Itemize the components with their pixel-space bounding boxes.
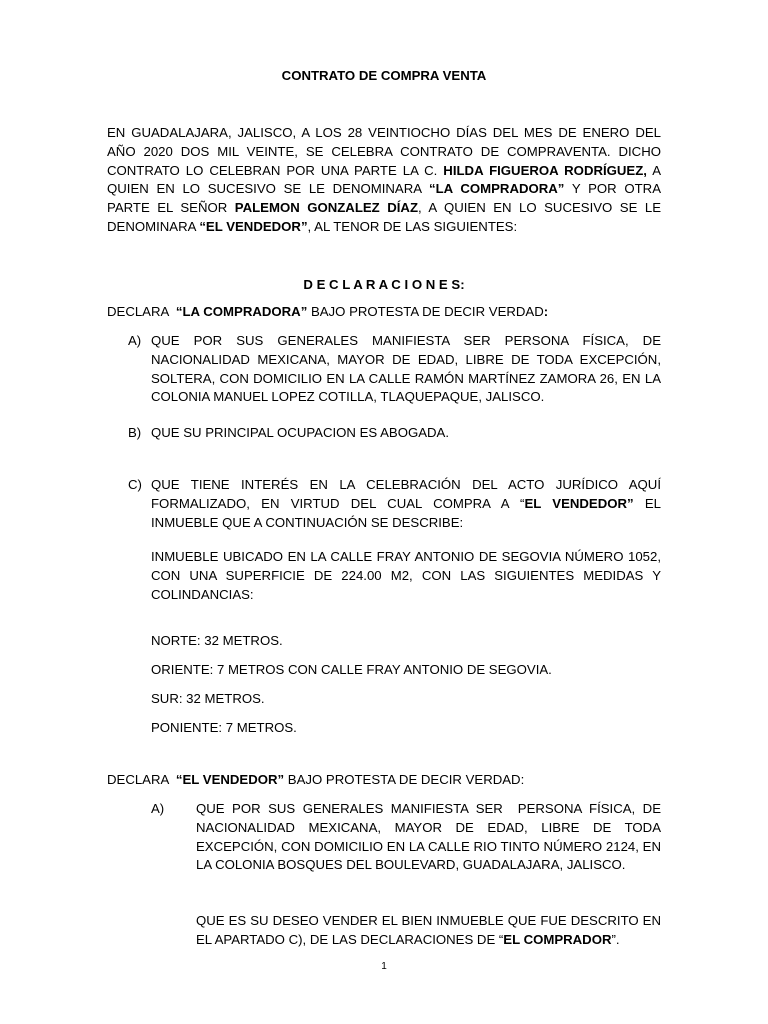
page-number: 1 xyxy=(381,961,387,972)
buyer-declaration-tail: BAJO PROTESTA DE DECIR VERDAD xyxy=(307,304,544,319)
buyer-declaration-item-c xyxy=(128,476,661,532)
item-text: QUE SU PRINCIPAL OCUPACION ES ABOGADA. xyxy=(151,425,450,440)
item-text: QUE POR SUS GENERALES MANIFIESTA SER PERSONA FÍSICA, DE NACIONALIDAD MEXICANA, MAYOR DE EDAD, LIBRE DE TODA EXCEPCIÓN, SOLTERA, CON DOMICILIO EN LA CALLE RAMÓN MARTÍNEZ ZAMORA 26, EN LA COLONIA MANUEL LOPEZ COTILLA, TLAQUEPAQUE, JALISCO. xyxy=(151,333,661,405)
seller-name: PALEMON GONZALEZ DÍAZ xyxy=(234,200,418,216)
seller-declaration-item-a xyxy=(151,800,665,875)
item-c-text-2: EL INMUEBLE QUE A CONTINUACIÓN SE DESCRIBE: xyxy=(151,495,661,530)
buyer-declaration-item-b xyxy=(128,424,661,443)
document-title: CONTRATO DE COMPRA VENTA xyxy=(281,68,487,83)
buyer-declaration-lead: DECLARA xyxy=(107,304,176,319)
intro-text-2: A QUIEN EN LO SUCESIVO SE LE DENOMINARA xyxy=(107,162,661,197)
intro-paragraph xyxy=(107,124,661,237)
item-text xyxy=(151,476,661,532)
buyer-declaration-item-a xyxy=(128,332,661,407)
item-text: QUE POR SUS GENERALES MANIFIESTA SER PERSONA FÍSICA, DE NACIONALIDAD MEXICANA, MAYOR DE EDAD, LIBRE DE TODA EXCEPCIÓN, CON DOMICILIO EN LA CALLE RIO TINTO NÚMERO 2124, EN LA COLONIA BOSQUES DEL BOULEVARD, GUADALAJARA, JALISCO. xyxy=(196,801,665,873)
buyer-alias: “LA COMPRADORA” xyxy=(429,181,565,197)
intro-text-5: , AL TENOR DE LAS SIGUIENTES: xyxy=(307,218,518,234)
buyer-name: HILDA FIGUEROA RODRÍGUEZ, xyxy=(443,162,647,178)
property-description: INMUEBLE UBICADO EN LA CALLE FRAY ANTONIO DE SEGOVIA NÚMERO 1052, CON UNA SUPERFICIE DE 224.00 M2, CON LAS SIGUIENTES MEDIDAS Y COLINDANCIAS: xyxy=(151,549,661,602)
item-marker: A) xyxy=(128,333,142,348)
item-c-seller-alias: EL VENDEDOR” xyxy=(524,495,634,511)
seller-declaration-tail: BAJO PROTESTA DE DECIR VERDAD: xyxy=(284,772,525,787)
seller-declaration-party: “EL VENDEDOR” xyxy=(175,772,285,787)
sale-intent-paragraph xyxy=(196,912,661,950)
item-marker: B) xyxy=(128,425,142,440)
intro-text-3: Y POR OTRA PARTE EL SEÑOR xyxy=(107,181,661,216)
intro-text-4: , A QUIEN EN LO SUCESIVO SE LE DENOMINARA xyxy=(107,200,661,234)
buyer-declaration-colon: : xyxy=(543,304,549,319)
sale-intent-buyer-alias: EL COMPRADOR xyxy=(503,931,612,947)
boundary-west: PONIENTE: 7 METROS. xyxy=(151,720,297,735)
boundary-east: ORIENTE: 7 METROS CON CALLE FRAY ANTONIO DE SEGOVIA. xyxy=(151,662,552,677)
item-marker: C) xyxy=(128,477,142,492)
buyer-declaration-header xyxy=(107,303,661,322)
seller-declaration-lead: DECLARA xyxy=(107,772,176,787)
intro-text-1: EN GUADALAJARA, JALISCO, A LOS 28 VEINTIOCHO DÍAS DEL MES DE ENERO DEL AÑO 2020 DOS MIL VEINTE, SE CELEBRA CONTRATO DE COMPRAVENTA. DICHO CONTRATO LO CELEBRAN POR UNA PARTE LA C. xyxy=(107,125,661,178)
sale-intent-text-1: QUE ES SU DESEO VENDER EL BIEN INMUEBLE QUE FUE DESCRITO EN EL APARTADO C), DE LAS DECLARACIONES DE “ xyxy=(196,913,661,947)
item-c-text-1: QUE TIENE INTERÉS EN LA CELEBRACIÓN DEL ACTO JURÍDICO AQUÍ FORMALIZADO, EN VIRTUD DEL CUAL COMPRA A “ xyxy=(151,477,661,511)
boundary-north: NORTE: 32 METROS. xyxy=(151,633,283,648)
seller-alias: “EL VENDEDOR” xyxy=(199,218,308,234)
seller-declaration-header xyxy=(107,771,661,790)
declarations-heading: D E C L A R A C I O N E S: xyxy=(303,277,465,292)
sale-intent-text-2: ”. xyxy=(611,931,620,947)
boundary-south: SUR: 32 METROS. xyxy=(151,691,265,706)
item-marker: A) xyxy=(151,801,165,816)
buyer-declaration-party: “LA COMPRADORA” xyxy=(175,304,308,319)
